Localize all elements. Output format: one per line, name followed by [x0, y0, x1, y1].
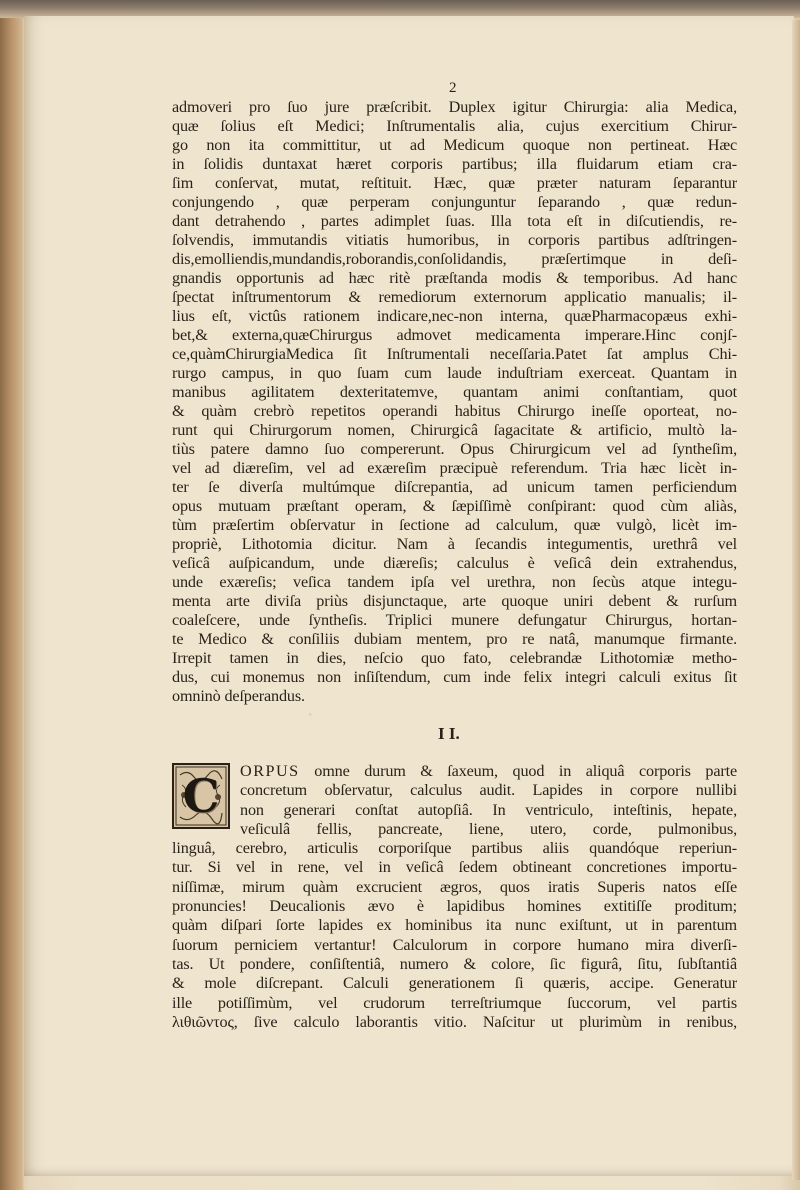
- paragraph-2: [172, 762, 737, 1032]
- page-edge-strip: [792, 20, 800, 1180]
- text-line: veſiculâ fellis, pancreate, liene, utero, corde, pulmonibus,: [240, 819, 737, 838]
- text-line: concretum obſervatur, calculus audit. Lapides in corpore nullibi: [240, 781, 737, 800]
- text-line: ſpectat inſtrumentorum & remediorum externorum applicatio manualis; il-: [172, 288, 737, 306]
- text-line: Irrepit tamen in dies, neſcio quo fato, celebrandæ Lithotomiæ metho-: [172, 649, 737, 667]
- page-number: 2: [449, 80, 457, 96]
- text-line: λιθιῶντος, ſive calculo laborantis vitio. Naſcitur ut plurimùm in renibus,: [172, 1012, 737, 1031]
- text-line: vel ad diæreſim, vel ad exæreſim præcipuè referendum. Tria hæc licèt in-: [172, 459, 737, 477]
- text-line: ille potiſſimùm, vel crudorum terreſtriumque ſuccorum, vel partis: [172, 993, 737, 1012]
- paragraph-1: [172, 98, 737, 706]
- initial-letter: C: [182, 769, 220, 823]
- text-line: niſſimæ, mirum quàm excrucient ægros, quos iratis Superis natos eſſe: [172, 877, 737, 896]
- show-through-ghost-text: ·: [300, 700, 315, 729]
- text-line: ce,quàmChirurgiaMedica ſit Inſtrumentali neceſſaria.Patet ſat amplus Chi-: [172, 345, 737, 363]
- text-line-rest: omne durum & ſaxeum, quod in aliquâ corporis parte: [299, 762, 737, 780]
- text-line: veſicâ auſpicandum, unde diæreſis; calculus è veſicâ dein extrahendus,: [172, 554, 737, 572]
- text-line: & mole diſcrepant. Calculi generationem ſi quæris, accipe. Generatur: [172, 974, 737, 993]
- text-line: tiùs patere damno ſuo compererunt. Opus Chirurgicum vel ad ſyntheſim,: [172, 440, 737, 458]
- text-line: quàm diſpari ſorte lapides ex hominibus ita nunc exiſtunt, ut in parentum: [172, 916, 737, 935]
- text-line: in ſolidis duntaxat hæret corporis partibus; illa fluidarum etiam cra-: [172, 155, 737, 173]
- first-word-smallcaps: ORPUS: [240, 762, 300, 780]
- text-line: go non ita committitur, ut ad Medicum quoque non pertineat. Hæc: [172, 136, 737, 154]
- text-line: omninò deſperandus.: [172, 687, 305, 705]
- text-line: dis,emolliendis,mundandis,roborandis,conſolidandis, præſertimque in deſi-: [172, 250, 737, 268]
- text-line: ſim conſervat, mutat, reſtituit. Hæc, quæ præter naturam ſeparantur: [172, 174, 737, 192]
- text-line: coaleſcere, unde ſyntheſis. Triplici munere defungatur Chirurgus, hortan-: [172, 611, 737, 629]
- text-line: quæ ſolius eſt Medici; Inſtrumentalis alia, cujus exercitium Chirur-: [172, 117, 737, 135]
- text-line: ſolvendis, immutandis vitiatis humoribus, in corporis partibus adſtringen-: [172, 231, 737, 249]
- text-line: ter ſe diverſa multúmque diſcrepantia, ad unicum tamen perficiendum: [172, 478, 737, 496]
- text-line: tùm præſertim obſervatur in ſectione ad calculum, quæ vulgò, licèt im-: [172, 516, 737, 534]
- text-line: menta arte diviſa priùs disjunctaque, arte quoque uniri debent & rurſum: [172, 592, 737, 610]
- text-line: gnandis opportunis ad hæc ritè præſtanda modis & temporibus. Ad hanc: [172, 269, 737, 287]
- text-line: unde exæreſis; veſica tandem ipſa vel urethra, non ſecùs atque integu-: [172, 573, 737, 591]
- text-line: bet,& externa,quæChirurgus admovet medicamenta imperare.Hinc conjſ-: [172, 326, 737, 344]
- book-spine-shadow: [0, 18, 24, 1190]
- text-line: admoveri pro ſuo jure præſcribit. Duplex igitur Chirurgia: alia Medica,: [172, 98, 737, 116]
- text-line: te Medico & conſiliis dubiam mentem, pro re natâ, manumque firmante.: [172, 630, 737, 648]
- text-line: & quàm crebrò repetitos operandi habitus Chirurgo ineſſe oporteat, no-: [172, 402, 737, 420]
- text-line: dus, cui monemus non inſiſtendum, cum inde felix integri calculi exitus ſit: [172, 668, 737, 686]
- text-line: pronuncies! Deucalionis ævo è lapidibus homines extitiſſe proditum;: [172, 897, 737, 916]
- text-line: non generari conſtat autopſiâ. In ventriculo, inteſtinis, hepate,: [240, 800, 737, 819]
- text-line: manibus agilitatem dexteritatemve, quantam animi conſtantiam, quot: [172, 383, 737, 401]
- section-heading: I I.: [438, 724, 460, 743]
- text-line: linguâ, cerebro, articulis corporiſque partibus aliis quandóque reperiun-: [172, 839, 737, 858]
- text-line: propriè, Lithotomia dicitur. Nam à ſecandis integumentis, urethrâ vel: [172, 535, 737, 553]
- text-line: lius eſt, victûs rationem indicare,nec-non interna, quæPharmacopæus exhi-: [172, 307, 737, 325]
- text-line: runt qui Chirurgorum nomen, Chirurgicâ ſagacitate & artificio, multò la-: [172, 421, 737, 439]
- text-line: dant detrahendo , partes adimplet ſuas. Illa tota eſt in diſcutiendis, re-: [172, 212, 737, 230]
- text-line: ſuorum perniciem vertantur! Calculorum in corpore humano mira diverſi-: [172, 935, 737, 954]
- text-line: tur. Si vel in rene, vel in veſicâ ſedem obtineant concretiones importu-: [172, 858, 737, 877]
- text-line: opus mutuam præſtant operam, & ſæpiſſimè conſpirant: quod cùm aliàs,: [172, 497, 737, 515]
- text-line: rurgo campus, in quo ſuam cum laude induſtriam exerceat. Quantam in: [172, 364, 737, 382]
- text-line: tas. Ut pondere, conſiſtentiâ, numero & colore, ſic figurâ, ſitu, ſubſtantiâ: [172, 954, 737, 973]
- text-line: [172, 762, 737, 781]
- text-line: conjungendo , quæ perperam conjunguntur ſeparando , quæ redun-: [172, 193, 737, 211]
